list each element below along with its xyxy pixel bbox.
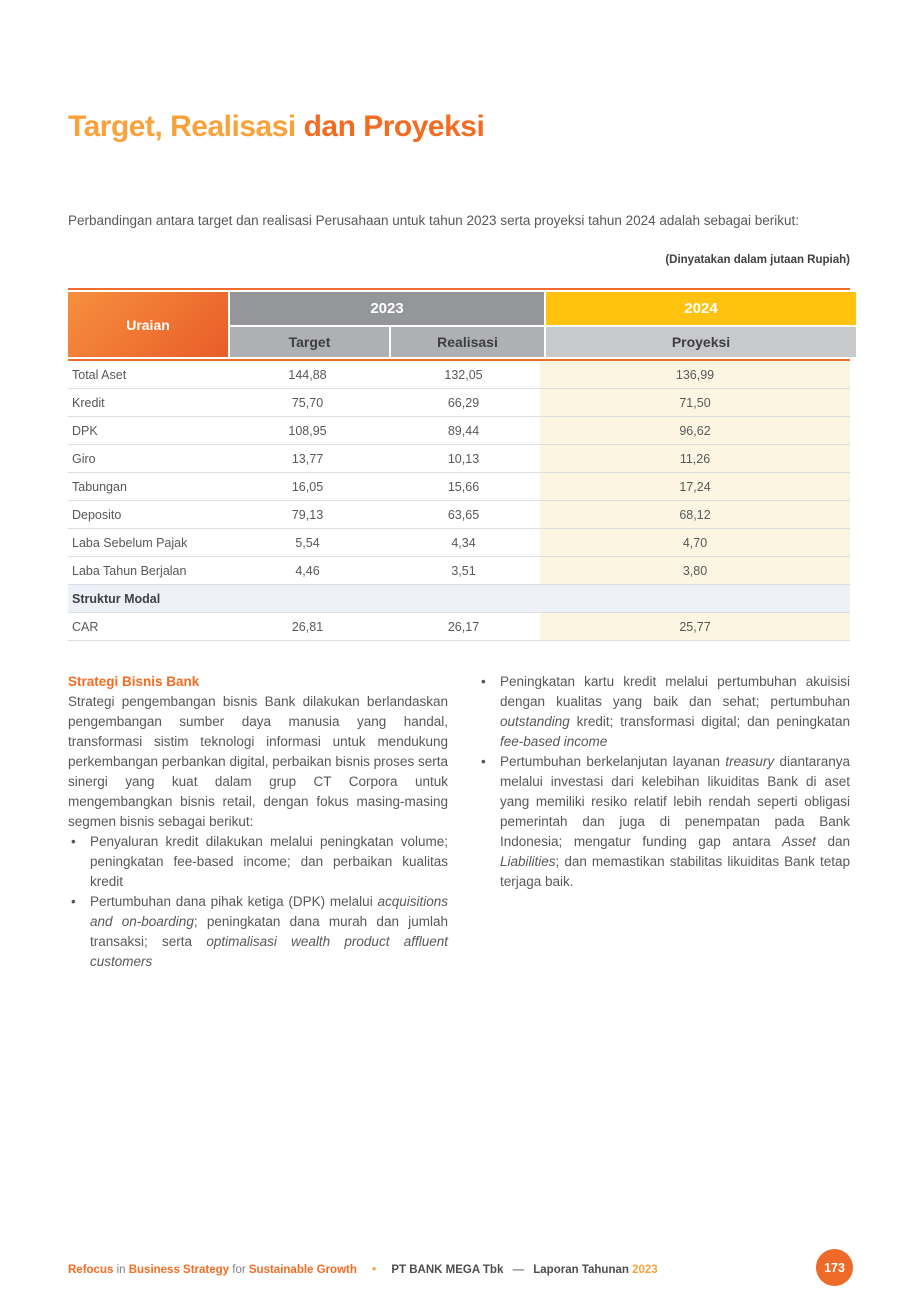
bullet-item (68, 832, 448, 892)
footer (68, 1264, 658, 1276)
bullet-icon: • (71, 894, 76, 909)
row-label: Laba Tahun Berjalan (72, 563, 187, 578)
cell-proyeksi: 3,80 (540, 557, 850, 584)
table-row (68, 557, 850, 585)
table-row (68, 501, 850, 529)
cell-realisasi: 3,51 (451, 563, 476, 578)
bullet-item (68, 892, 448, 972)
bullet-text (90, 892, 448, 972)
table-row (68, 389, 850, 417)
text-segment: Penyaluran kredit dilakukan melalui peningkatan volume; peningkatan fee-based income; dan perbaikan kualitas kredit (90, 834, 448, 889)
text-segment: kredit; transformasi digital; dan peningkatan (569, 714, 850, 729)
cell-proyeksi: 96,62 (540, 417, 850, 444)
footer-separator-icon: • (372, 1264, 377, 1276)
cell-proyeksi: 4,70 (540, 529, 850, 556)
footer-report-title (533, 1264, 657, 1276)
row-label: Total Aset (72, 367, 127, 382)
table-top-rule (68, 288, 850, 290)
text-segment: Pertumbuhan dana pihak ketiga (DPK) melalui (90, 894, 378, 909)
cell-realisasi: 26,17 (447, 619, 480, 634)
cell-proyeksi: 11,26 (540, 445, 850, 472)
table-header (68, 292, 850, 357)
text-segment: dan (815, 834, 850, 849)
header-proyeksi: Proyeksi (546, 327, 856, 357)
cell-proyeksi: 71,50 (540, 389, 850, 416)
text-segment: Refocus (68, 1264, 114, 1276)
bullet-icon: • (481, 754, 486, 769)
cell-realisasi: 4,34 (451, 535, 476, 550)
text-segment: Target, Realisasi (68, 110, 304, 143)
bullet-icon: • (71, 834, 76, 849)
text-segment: Laporan Tahunan (533, 1264, 633, 1276)
text-segment: ; dan memastikan stabilitas likuiditas Bank tetap terjaga baik. (500, 854, 850, 889)
cell-target: 79,13 (291, 507, 324, 522)
cell-realisasi: 10,13 (447, 451, 480, 466)
bullet-list-left (68, 832, 448, 972)
bullet-item (478, 672, 850, 752)
text-segment: diantaranya melalui investasi dari kelebihan likuiditas Bank di aset yang memiliki resiko relatif lebih rendah seperti obligasi pemerintah dan juga di penempatan pada Bank Indonesia; mengatur funding gap antara (500, 754, 850, 849)
bullet-list-right (478, 672, 850, 892)
table-row (68, 473, 850, 501)
row-label: Laba Sebelum Pajak (72, 535, 188, 550)
cell-proyeksi: 17,24 (540, 473, 850, 500)
unit-note: (Dinyatakan dalam jutaan Rupiah) (665, 254, 850, 266)
row-label: DPK (72, 423, 98, 438)
text-segment: optimalisasi wealth product affluent customers (90, 934, 448, 969)
cell-target: 108,95 (288, 423, 327, 438)
bullet-text (90, 832, 448, 892)
text-segment: fee-based income (500, 734, 608, 749)
bullet-icon: • (481, 674, 486, 689)
cell-target: 13,77 (291, 451, 324, 466)
text-segment: 2023 (632, 1264, 658, 1276)
cell-proyeksi: 68,12 (540, 501, 850, 528)
table-body (68, 361, 850, 641)
text-segment: for (229, 1264, 249, 1276)
strategy-section (68, 672, 850, 972)
text-segment: acquisitions and on-boarding (90, 894, 448, 929)
strategy-paragraph: Strategi pengembangan bisnis Bank dilakukan berlandaskan pengembangan sumber daya manusia yang handal, transformasi sistim teknologi informasi untuk mendukung perkembangan perbankan digital, perbaikan bisnis proses serta sinergi yang kuat dalam grup CT Corpora untuk mengembangkan bisnis retail, dengan fokus masing-masing segmen bisnis sebagai berikut: (68, 694, 448, 829)
footer-dash: — (512, 1264, 525, 1276)
cell-target: 5,54 (295, 535, 320, 550)
footer-company: PT BANK MEGA Tbk (391, 1264, 504, 1276)
table-row (68, 361, 850, 389)
cell-realisasi: 132,05 (444, 367, 483, 382)
text-segment: Business Strategy (128, 1264, 230, 1276)
footer-tagline (68, 1264, 357, 1276)
header-realisasi: Realisasi (391, 327, 544, 357)
strategy-heading: Strategi Bisnis Bank (68, 674, 200, 689)
left-column (68, 672, 448, 972)
text-segment: outstanding (500, 714, 570, 729)
table-row (68, 417, 850, 445)
row-label: CAR (72, 619, 99, 634)
text-segment: Peningkatan kartu kredit melalui pertumbuhan akuisisi dengan kualitas yang baik dan sehat; pertumbuhan (500, 674, 850, 709)
row-label: Kredit (72, 395, 105, 410)
header-uraian: Uraian (68, 292, 228, 357)
text-segment: dan Proyeksi (303, 110, 485, 143)
header-target: Target (230, 327, 389, 357)
row-label: Giro (72, 451, 96, 466)
header-year-2024: 2024 (546, 292, 856, 325)
text-segment: Pertumbuhan berkelanjutan layanan (500, 754, 726, 769)
cell-realisasi: 15,66 (447, 479, 480, 494)
text-segment: ; peningkatan dana murah dan jumlah transaksi; serta (90, 914, 448, 949)
table-row (68, 613, 850, 641)
text-segment: treasury (725, 754, 775, 769)
table-row (68, 445, 850, 473)
bullet-text (500, 672, 850, 752)
bullet-text (500, 752, 850, 892)
cell-proyeksi: 136,99 (540, 361, 850, 388)
cell-realisasi: 66,29 (447, 395, 480, 410)
text-segment: Liabilities (500, 854, 556, 869)
cell-realisasi: 63,65 (447, 507, 480, 522)
cell-target: 144,88 (288, 367, 327, 382)
right-column (478, 672, 850, 972)
cell-target: 75,70 (291, 395, 324, 410)
intro-paragraph: Perbandingan antara target dan realisasi Perusahaan untuk tahun 2023 serta proyeksi tahun 2024 adalah sebagai berikut: (68, 213, 800, 228)
row-label: Deposito (72, 507, 122, 522)
table-section-row (68, 585, 850, 613)
text-segment: Asset (782, 834, 816, 849)
cell-realisasi: 89,44 (447, 423, 480, 438)
header-year-2023: 2023 (230, 292, 544, 325)
text-segment: in (113, 1264, 129, 1276)
cell-target: 16,05 (291, 479, 324, 494)
bullet-item (478, 752, 850, 892)
section-label: Struktur Modal (72, 591, 161, 606)
comparison-table (68, 288, 850, 641)
row-label: Tabungan (72, 479, 127, 494)
page-number-badge: 173 (816, 1249, 853, 1286)
cell-proyeksi: 25,77 (540, 613, 850, 640)
table-row (68, 529, 850, 557)
page-title (68, 110, 484, 144)
cell-target: 26,81 (291, 619, 324, 634)
text-segment: Sustainable Growth (248, 1264, 357, 1276)
cell-target: 4,46 (295, 563, 320, 578)
